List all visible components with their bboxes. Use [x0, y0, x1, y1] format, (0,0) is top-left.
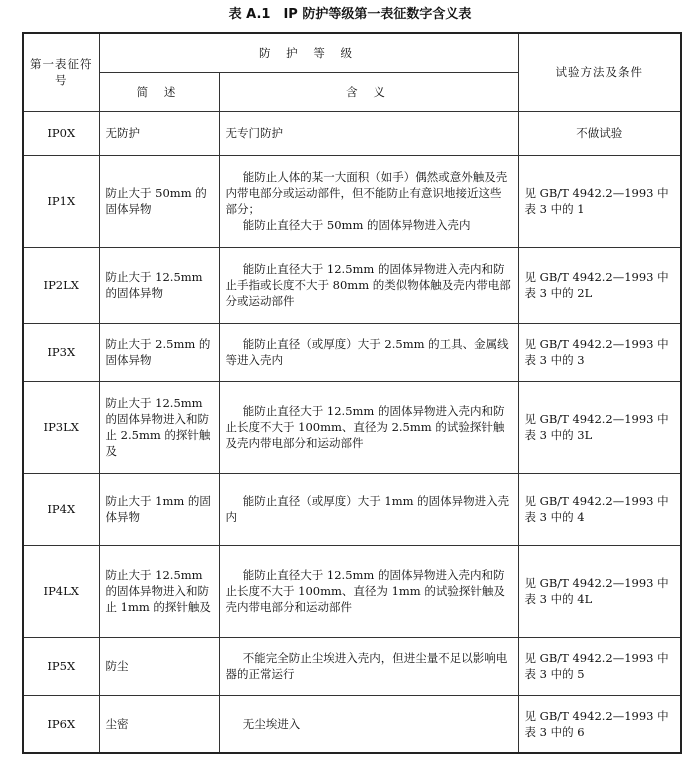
table-row: [23, 247, 681, 323]
test-cell: 见 GB/T 4942.2—1993 中表 3 中的 3L: [518, 381, 681, 473]
meaning-text: 无尘埃进入: [242, 716, 301, 731]
meaning-cell: [219, 637, 518, 695]
ip-code-cell: IP5X: [23, 637, 99, 695]
meaning-text: 能防止直径大于 12.5mm 的固体异物进入壳内和防止长度不大于 100mm、直径为 1mm 的试验探针触及壳内带电部分和运动部件: [225, 568, 505, 614]
table-row: [23, 323, 681, 381]
brief-cell: 无防护: [99, 111, 219, 155]
header-brief: 简 述: [99, 72, 219, 111]
ip-code-cell: IP6X: [23, 695, 99, 753]
brief-cell: 防止大于 50mm 的固体异物: [99, 155, 219, 247]
test-cell: 见 GB/T 4942.2—1993 中表 3 中的 3: [518, 323, 681, 381]
meaning-text: 能防止直径大于 12.5mm 的固体异物进入壳内和防止手指或长度不大于 80mm 的类似物体触及壳内带电部分或运动部件: [225, 262, 511, 308]
table-row: [23, 695, 681, 753]
brief-cell: 防尘: [99, 637, 219, 695]
ip-code-cell: IP0X: [23, 111, 99, 155]
meaning-cell: [219, 155, 518, 247]
table-row: [23, 637, 681, 695]
header-code: 第一表征符号: [23, 33, 99, 111]
meaning-cell: [219, 247, 518, 323]
meaning-text: 能防止直径大于 50mm 的固体异物进入壳内: [242, 218, 471, 232]
brief-cell: 防止大于 12.5mm 的固体异物进入和防止 2.5mm 的探针触及: [99, 381, 219, 473]
meaning-cell: [219, 381, 518, 473]
brief-cell: 防止大于 12.5mm 的固体异物: [99, 247, 219, 323]
ip-code-cell: IP3X: [23, 323, 99, 381]
table-row: [23, 111, 681, 155]
test-cell: 见 GB/T 4942.2—1993 中表 3 中的 2L: [518, 247, 681, 323]
header-row-top: [23, 33, 681, 72]
meaning-cell: [219, 545, 518, 637]
meaning-text: 不能完全防止尘埃进入壳内，但进尘量不足以影响电器的正常运行: [225, 651, 508, 681]
meaning-cell: [219, 695, 518, 753]
ip-code-cell: IP4LX: [23, 545, 99, 637]
table-row: [23, 381, 681, 473]
header-meaning: 含 义: [219, 72, 518, 111]
brief-cell: 防止大于 1mm 的固体异物: [99, 473, 219, 545]
table-row: [23, 155, 681, 247]
brief-cell: 防止大于 2.5mm 的固体异物: [99, 323, 219, 381]
brief-cell: 尘密: [99, 695, 219, 753]
meaning-cell: [219, 111, 518, 155]
meaning-text: 无专门防护: [225, 126, 283, 140]
ip-code-cell: IP1X: [23, 155, 99, 247]
test-cell: 见 GB/T 4942.2—1993 中表 3 中的 6: [518, 695, 681, 753]
header-test-method: 试验方法及条件: [518, 33, 681, 111]
meaning-cell: [219, 323, 518, 381]
ip-code-cell: IP4X: [23, 473, 99, 545]
test-cell: 不做试验: [518, 111, 681, 155]
meaning-text: 能防止直径（或厚度）大于 2.5mm 的工具、金属线等进入壳内: [225, 337, 509, 367]
ip-code-cell: IP2LX: [23, 247, 99, 323]
meaning-cell: [219, 473, 518, 545]
test-cell: 见 GB/T 4942.2—1993 中表 3 中的 5: [518, 637, 681, 695]
meaning-text: 能防止直径大于 12.5mm 的固体异物进入壳内和防止长度不大于 100mm、直径为 2.5mm 的试验探针触及壳内带电部分和运动部件: [225, 404, 505, 450]
table-row: [23, 545, 681, 637]
brief-cell: 防止大于 12.5mm 的固体异物进入和防止 1mm 的探针触及: [99, 545, 219, 637]
header-protection-level: 防 护 等 级: [99, 33, 518, 72]
meaning-text: 能防止直径（或厚度）大于 1mm 的固体异物进入壳内: [225, 494, 510, 524]
test-cell: 见 GB/T 4942.2—1993 中表 3 中的 1: [518, 155, 681, 247]
table-row: [23, 473, 681, 545]
meaning-text: 能防止人体的某一大面积（如手）偶然或意外触及壳内带电部分或运动部件，但不能防止有意识地接近这些部分；: [225, 170, 508, 216]
test-cell: 见 GB/T 4942.2—1993 中表 3 中的 4L: [518, 545, 681, 637]
test-cell: 见 GB/T 4942.2—1993 中表 3 中的 4: [518, 473, 681, 545]
ip-code-cell: IP3LX: [23, 381, 99, 473]
table-caption: 表 A.1 IP 防护等级第一表征数字含义表: [228, 7, 472, 22]
ip-protection-table: [22, 32, 682, 754]
